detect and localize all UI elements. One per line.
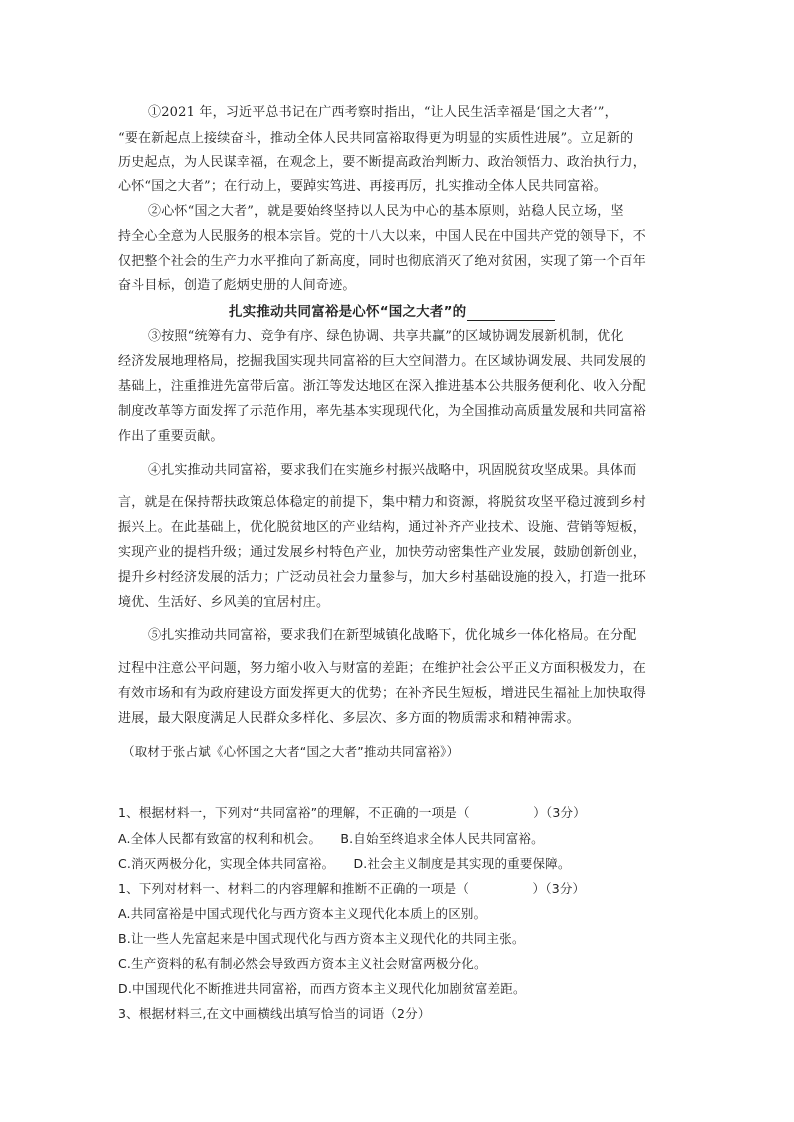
paragraph-2-line-1: ②心怀“国之大者”，就是要始终坚持以人民为中心的基本原则，站稳人民立场，坚 <box>148 204 624 219</box>
paragraph-3-line-4: 制度改革等方面发挥了示范作用，率先基本实现现代化，为全国推动高质量发展和共同富裕 <box>118 404 647 419</box>
paragraph-3-line-3: 基础上，注重推进先富带后富。浙江等发达地区在深入推进基本公共服务便利化、收入分配 <box>118 379 647 394</box>
paragraph-1-line-3: 历史起点，为人民谋幸福，在观念上，要不断提高政治判断力、政治领悟力、政治执行力， <box>118 155 647 170</box>
paragraph-4-line-4: 实现产业的提档升级；通过发展乡村特色产业，加快劳动密集性产业发展，鼓励创新创业， <box>118 545 647 560</box>
question-2: 1、下列对材料一、材料二的内容理解和推断不正确的一项是（ ）（3分） <box>118 881 586 896</box>
paragraph-5-line-1: ⑤扎实推动共同富裕，要求我们在新型城镇化战略下，优化城乡一体化格局。在分配 <box>148 628 637 643</box>
paragraph-1-line-4: 心怀“国之大者”；在行动上，要踔实笃进、再接再厉，扎实推动全体人民共同富裕。 <box>118 179 607 194</box>
question-2-option-d: D.中国现代化不断推进共同富裕，而西方资本主义现代化加剧贫富差距。 <box>118 981 526 996</box>
question-2-option-a: A.共同富裕是中国式现代化与西方资本主义现代化本质上的区别。 <box>118 906 487 921</box>
paragraph-4-line-6: 境优、生活好、乡风美的宜居村庄。 <box>118 595 330 610</box>
paragraph-2-line-4: 奋斗目标，创造了彪炳史册的人间奇迹。 <box>118 278 356 293</box>
section-heading-text: 扎实推动共同富裕是心怀“国之大者”的 <box>229 304 467 320</box>
source-citation: （取材于张占斌《心怀国之大者“国之大者”推动共同富裕》） <box>122 744 460 759</box>
paragraph-4-line-2: 言，就是在保持帮扶政策总体稳定的前提下，集中精力和资源，将脱贫攻坚平稳过渡到乡村 <box>118 495 647 510</box>
paragraph-4-line-5: 提升乡村经济发展的活力；广泛动员社会力量参与，加大乡村基础设施的投入，打造一批环 <box>118 570 647 585</box>
paragraph-3-line-1: ③按照“统筹有力、竞争有序、绿色协调、共享共赢”的区域协调发展新机制，优化 <box>148 329 624 344</box>
question-1-options-ab: A.全体人民都有致富的权利和机会。 B.自始至终追求全体人民共同富裕。 <box>118 831 544 846</box>
paragraph-2-line-2: 持全心全意为人民服务的根本宗旨。党的十八大以来，中国人民在中国共产党的领导下，不 <box>118 229 647 244</box>
question-2-option-c: C.生产资料的私有制必然会导致西方资本主义社会财富两极分化。 <box>118 956 487 971</box>
paragraph-3-line-2: 经济发展地理格局，挖掘我国实现共同富裕的巨大空间潜力。在区域协调发展、共同发展的 <box>118 354 647 369</box>
paragraph-4-line-1: ④扎实推动共同富裕，要求我们在实施乡村振兴战略中，巩固脱贫攻坚成果。具体而 <box>148 463 637 478</box>
question-2-option-b: B.让一些人先富起来是中国式现代化与西方资本主义现代化的共同主张。 <box>118 931 525 946</box>
paragraph-1-line-1: ①2021 年，习近平总书记在广西考察时指出，“让人民生活幸福是‘国之大者’”， <box>148 105 618 120</box>
paragraph-5-line-4: 进展，最大限度满足人民群众多样化、多层次、多方面的物质需求和精神需求。 <box>118 711 581 726</box>
paragraph-5-line-3: 有效市场和有为政府建设方面发挥更大的优势；在补齐民生短板，增进民生福祉上加快取得 <box>118 686 647 701</box>
question-1-options-cd: C.消灭两极分化，实现全体共同富裕。 D.社会主义制度是其实现的重要保障。 <box>118 856 571 871</box>
paragraph-1-line-2: “要在新起点上接续奋斗，推动全体人民共同富裕取得更为明显的实质性进展”。立足新的 <box>118 131 634 146</box>
paragraph-5-line-2: 过程中注意公平问题，努力缩小收入与财富的差距；在维护社会公平正义方面积极发力，在 <box>118 661 647 676</box>
paragraph-2-line-3: 仅把整个社会的生产力水平推向了新高度，同时也彻底消灭了绝对贫困，实现了第一个百年 <box>118 254 647 269</box>
section-heading <box>229 303 555 321</box>
question-3: 3、根据材料三,在文中画横线出填写恰当的词语（2分） <box>118 1006 431 1021</box>
question-1: 1、根据材料一，下列对“共同富裕”的理解，不正确的一项是（ ）（3分） <box>118 805 586 820</box>
paragraph-3-line-5: 作出了重要贡献。 <box>118 429 224 444</box>
paragraph-4-line-3: 振兴上。在此基础上，优化脱贫地区的产业结构，通过补齐产业技术、设施、营销等短板， <box>118 520 647 535</box>
fill-in-blank <box>467 306 555 321</box>
